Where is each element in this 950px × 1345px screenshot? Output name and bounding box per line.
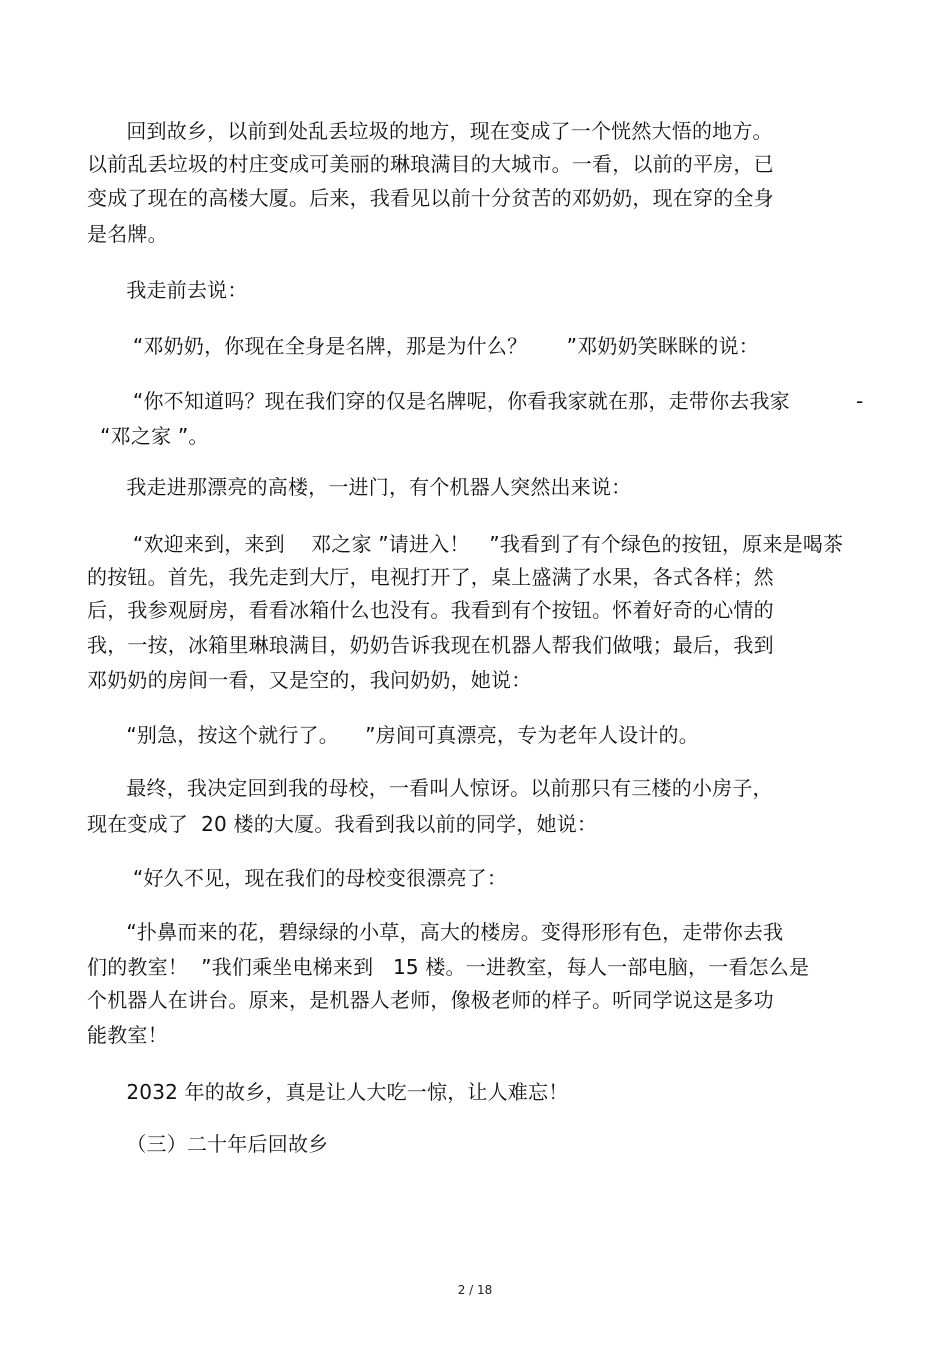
text-line: “欢迎来到，来到 邓之家 ”请进入！ ”我看到了有个绿色的按钮，原来是喝茶 [87, 532, 844, 556]
text-line: 现在变成了 20 楼的大厦。我看到我以前的同学，她说： [87, 812, 598, 836]
text-line: 邓奶奶的房间一看，又是空的，我问奶奶，她说： [87, 668, 532, 692]
text-line: “你不知道吗？现在我们穿的仅是名牌呢，你看我家就在那，走带你去我家 [87, 389, 790, 413]
text-line: 是名牌。 [87, 222, 168, 246]
text-line: 以前乱丢垃圾的村庄变成可美丽的琳琅满目的大城市。一看，以前的平房，已 [87, 152, 774, 176]
text-line: 们的教室！ ”我们乘坐电梯来到 15 楼。一进教室，每人一部电脑，一看怎么是 [87, 955, 810, 979]
section-heading: （三）二十年后回故乡 [87, 1132, 329, 1156]
text-line: 2032 年的故乡，真是让人大吃一惊，让人难忘！ [87, 1080, 569, 1104]
text-line: 我走进那漂亮的高楼，一进门，有个机器人突然出来说： [87, 475, 632, 499]
text-line: “扑鼻而来的花，碧绿绿的小草，高大的楼房。变得形形有色，走带你去我 [87, 920, 784, 944]
text-line: 我，一按，冰箱里琳琅满目，奶奶告诉我现在机器人帮我们做哦；最后，我到 [87, 633, 774, 657]
text-line: 个机器人在讲台。原来，是机器人老师，像极老师的样子。听同学说这是多功 [87, 988, 774, 1012]
text-line: 的按钮。首先，我先走到大厅，电视打开了，桌上盛满了水果，各式各样；然 [87, 565, 774, 589]
text-line: 回到故乡，以前到处乱丢垃圾的地方，现在变成了一个恍然大悟的地方。 [87, 119, 773, 143]
text-line: 后，我参观厨房，看看冰箱什么也没有。我看到有个按钮。怀着好奇的心情的 [87, 598, 774, 622]
text-line: 变成了现在的高楼大厦。后来，我看见以前十分贫苦的邓奶奶，现在穿的全身 [87, 186, 774, 210]
text-line: “邓之家 ”。 [87, 424, 209, 448]
text-line: 我走前去说： [87, 278, 248, 302]
text-line: “好久不见，现在我们的母校变很漂亮了： [87, 866, 508, 890]
page-number: 2 / 18 [457, 1283, 493, 1297]
text-line: “别急，按这个就行了。 ”房间可真漂亮，专为老年人设计的。 [87, 723, 699, 747]
line-dash: - [856, 389, 864, 413]
text-line: “邓奶奶，你现在全身是名牌，那是为什么？ ”邓奶奶笑眯眯的说： [87, 334, 759, 358]
text-line: 最终，我决定回到我的母校，一看叫人惊讶。以前那只有三楼的小房子， [87, 776, 773, 800]
text-line: 能教室！ [87, 1023, 168, 1047]
